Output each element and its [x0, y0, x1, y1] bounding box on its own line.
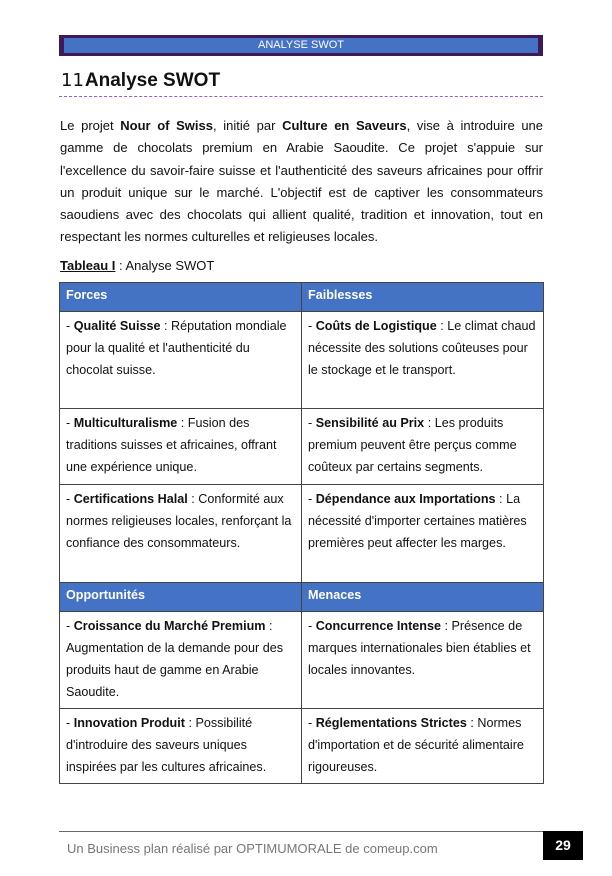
intro-paragraph — [60, 115, 543, 249]
cell-title: Innovation Produit — [73, 716, 185, 730]
cell-text: Conformité aux normes religieuses locales, renforçant la confiance des consommateurs. — [66, 492, 292, 550]
cell-text: Les produits premium peuvent être perçus comme coûteux par certains segments. — [308, 416, 517, 474]
table-cell: - Coûts de Logistique : Le climat chaud nécessite des solutions coûteuses pour le stockage et le transport. — [302, 312, 544, 409]
page-number: 29 — [543, 831, 583, 860]
cell-title: Dépendance aux Importations — [315, 492, 496, 506]
header-bar — [59, 35, 543, 56]
caption-label: Tableau I — [60, 258, 116, 273]
table-cell: - Multiculturalisme : Fusion des traditions suisses et africaines, offrant une expérience unique. — [60, 409, 302, 485]
table-caption — [60, 258, 214, 273]
project-name: Nour of Swiss — [120, 118, 213, 133]
cell-title: Sensibilité au Prix — [315, 416, 425, 430]
company-name: Culture en Saveurs — [282, 118, 407, 133]
table-cell: - Qualité Suisse : Réputation mondiale pour la qualité et l'authenticité du chocolat suisse. — [60, 312, 302, 409]
header-forces: Forces — [60, 283, 302, 312]
caption-text: : Analyse SWOT — [115, 258, 215, 273]
table-cell: - Dépendance aux Importations : La nécessité d'importer certaines matières premières peut affecter les marges. — [302, 485, 544, 583]
table-cell: - Concurrence Intense : Présence de marques internationales bien établies et locales innovantes. — [302, 612, 544, 709]
cell-text: Réputation mondiale pour la qualité et l'authenticité du chocolat suisse. — [66, 319, 287, 377]
table-cell: - Innovation Produit : Possibilité d'introduire des saveurs uniques inspirées par les cultures africaines. — [60, 709, 302, 784]
cell-title: Croissance du Marché Premium — [73, 619, 266, 633]
header-opportunites: Opportunités — [60, 583, 302, 612]
cell-title: Certifications Halal — [73, 492, 188, 506]
section-number: 11 — [61, 70, 84, 91]
footer-divider — [59, 831, 543, 832]
cell-text: La nécessité d'importer certaines matières premières peut affecter les marges. — [308, 492, 527, 550]
cell-text: Normes d'importation et de sécurité alimentaire rigoureuses. — [308, 716, 524, 774]
cell-title: Réglementations Strictes — [315, 716, 467, 730]
swot-table — [59, 282, 544, 784]
table-cell: - Croissance du Marché Premium : Augmentation de la demande pour des produits haut de gamme en Arabie Saoudite. — [60, 612, 302, 709]
header-menaces: Menaces — [302, 583, 544, 612]
cell-text: Fusion des traditions suisses et africaines, offrant une expérience unique. — [66, 416, 277, 474]
table-cell: - Sensibilité au Prix : Les produits premium peuvent être perçus comme coûteux par certains segments. — [302, 409, 544, 485]
table-cell: - Réglementations Strictes : Normes d'importation et de sécurité alimentaire rigoureuses. — [302, 709, 544, 784]
intro-text-1: Le projet — [60, 118, 121, 133]
cell-title: Concurrence Intense — [315, 619, 441, 633]
header-title: ANALYSE SWOT — [64, 38, 538, 53]
table-cell: - Certifications Halal : Conformité aux normes religieuses locales, renforçant la confiance des consommateurs. — [60, 485, 302, 583]
section-title — [61, 70, 220, 92]
cell-text: Possibilité d'introduire des saveurs uniques inspirées par les cultures africaines. — [66, 716, 267, 774]
intro-text-3: , vise à introduire une gamme de chocolats premium en Arabie Saoudite. Ce projet s'appuie sur l'excellence du savoir-faire suisse et l'authenticité des saveurs africaines pour offrir un produit unique sur le marché. L'objectif est de captiver les consommateurs saoudiens avec des chocolats qui allient qualité, tradition et innovation, tout en respectant les normes culturelles et religieuses locales. — [60, 118, 544, 245]
cell-text: Augmentation de la demande pour des produits haut de gamme en Arabie Saoudite. — [66, 641, 284, 699]
intro-text-2: , initié par — [213, 118, 283, 133]
header-faiblesses: Faiblesses — [302, 283, 544, 312]
cell-title: Multiculturalisme — [73, 416, 178, 430]
cell-text: Présence de marques internationales bien établies et locales innovantes. — [308, 619, 531, 677]
cell-title: Coûts de Logistique — [315, 319, 437, 333]
cell-text: Le climat chaud nécessite des solutions coûteuses pour le stockage et le transport. — [308, 319, 536, 377]
title-divider — [59, 96, 543, 97]
footer-text: Un Business plan réalisé par OPTIMUMORALE de comeup.com — [67, 841, 438, 856]
section-title-text: Analyse SWOT — [84, 70, 221, 91]
cell-title: Qualité Suisse — [73, 319, 161, 333]
